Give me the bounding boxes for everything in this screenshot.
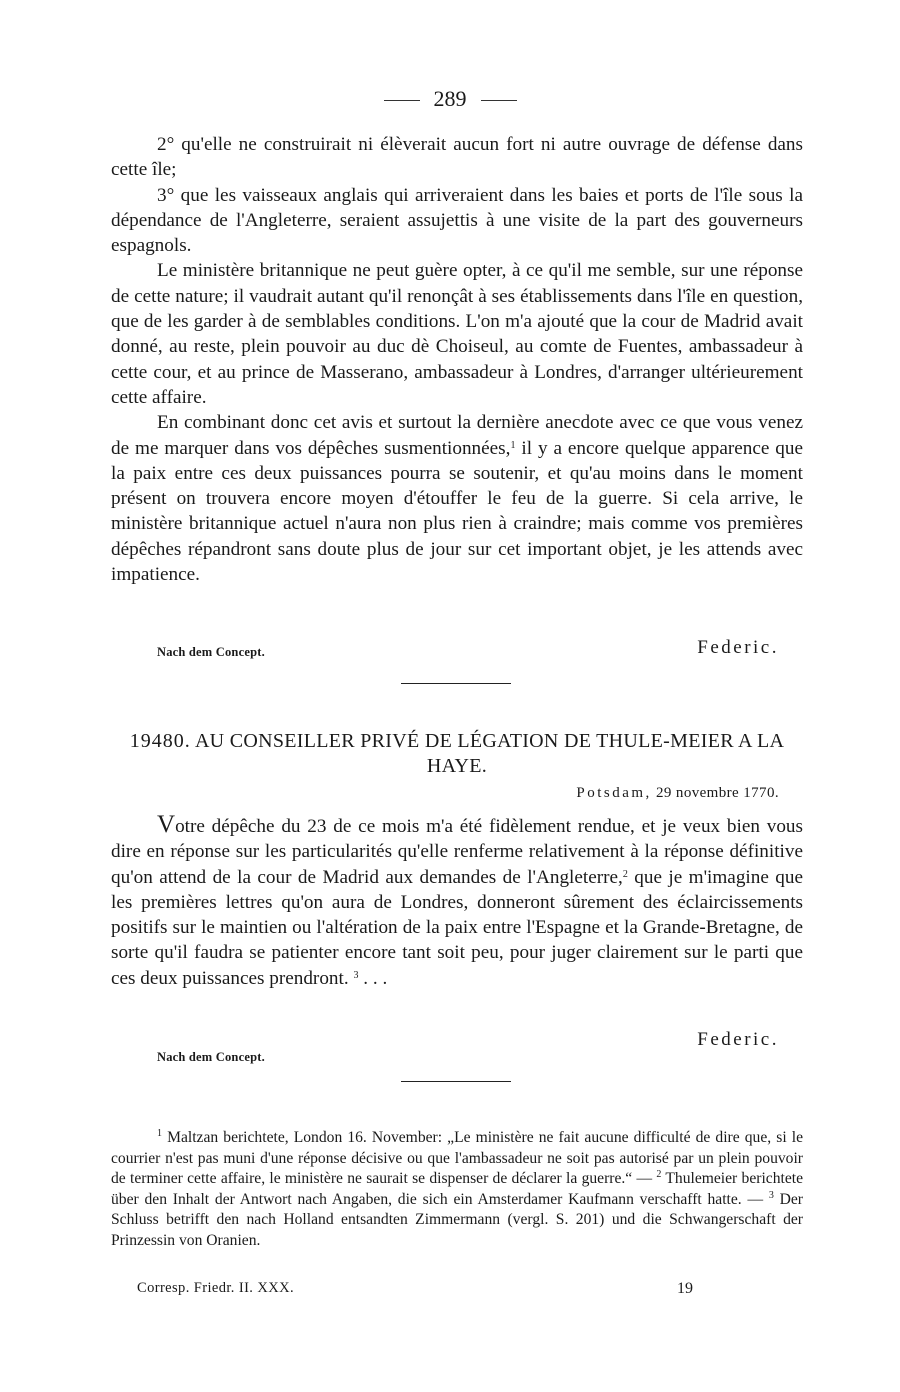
paragraph-combination-text-b: il y a encore quelque apparence que la paix entre ces deux puissances pourra se soutenir, et qu'au moins dans le moment présent on trouvera encore moyen d'étouffer le feu de la guerre. Si cela arrive, le ministère britannique actuel n'aura non plus rien à craindre; mais comme vos premières dépêches répandront sans doute plus de jour sur cet important objet, je les attends avec impatience. [111,437,803,586]
footnote-paragraph [111,1128,803,1252]
sheet-number: 19 [677,1280,693,1297]
page-number: 289 [433,86,467,111]
footnotes [111,1128,803,1252]
letter-title: AU CONSEILLER PRIVÉ DE LÉGATION DE THULE-MEIER A LA HAYE. [194,730,785,777]
footnote-ref-1: 1 [510,439,516,451]
paragraph-combination-text-a: En combinant donc cet avis et surtout la dernière anecdote avec ce que vous venez de me marquer dans vos dépêches susmentionnées, [111,412,803,459]
footnote-marker-1: 1 [157,1128,162,1139]
section-divider [401,683,511,684]
source-note-1: Nach dem Concept. [157,645,265,659]
series-title: Corresp. Friedr. II. XXX. [137,1280,294,1296]
footnote-2: Thulemeier berichtete über den Inhalt der Antwort nach Angaben, die sich ein Amsterdamer Kaufmann verschafft hatte. — [111,1170,803,1208]
paragraph-item-3: 3° que les vaisseaux anglais qui arriveraient dans les baies et ports de l'île sous la dépendance de l'Angleterre, seraient assujettis à une visite de la part des gouverneurs espagnols. [111,184,803,257]
letter-paragraph [111,812,803,991]
dateline-date: 29 novembre 1770. [655,785,779,801]
continued-letter-body [111,132,803,587]
initial-letter: V [157,811,176,838]
header-dash-right [481,100,517,101]
letter-text-a: otre dépêche du 23 de ce mois m'a été fidèlement rendue, et je veux bien vous dire en réponse sur les particularités qu'elle renferme relativement à la réponse définitive qu'on attend de la cour de Madrid aux demandes de l'Angleterre, [111,816,803,888]
footnote-marker-2: 2 [656,1169,662,1181]
source-note-2: Nach dem Concept. [157,1050,265,1064]
letter-text-b: que je m'imagine que les premières lettres qu'on aura de Londres, donneront sûrement des éclaircissements positifs sur le maintien ou l'altération de la paix entre l'Espagne et la Grande-Bretagne, de sorte qu'il faudra se patienter encore tant soit peu, pour juger clairement sur le parti que ces deux puissances prendront. [111,866,803,989]
footnote-divider [401,1081,511,1082]
letter-number: 19480. [129,730,191,752]
footnote-1: Maltzan berichtete, London 16. November: „Le ministère ne fait aucune difficulté de dire que, si le courrier n'est pas muni d'une réponse décisive ou que l'ambassadeur ne soit pas autorisé par un plein pouvoir de terminer cette affaire, le ministère ne saurait se dispenser de déclarer la guerre.“ — [111,1129,803,1188]
dateline [576,785,779,802]
dateline-place: Potsdam, [576,785,652,801]
paragraph-item-2: 2° qu'elle ne construirait ni élèverait aucun fort ni autre ouvrage de défense dans cette île; [111,134,803,181]
signature-1: Federic. [697,637,779,658]
footnote-ref-3: 3 [353,969,359,981]
letter-text-c: . . . [358,967,388,989]
paragraph-ministry: Le ministère britannique ne peut guère opter, à ce qu'il me semble, sur une réponse de cette nature; il vaudrait autant qu'il renonçât à ses établissements dans l'île en question, que de les garder à de semblables conditions. L'on m'a ajouté que la cour de Madrid avait donné, au reste, plein pouvoir au duc dè Choiseul, au comte de Fuentes, ambassadeur à cette cour, et au prince de Masserano, ambassadeur à Londres, d'arranger ultérieurement cette affaire. [111,260,803,408]
letter-body [111,812,803,991]
header-dash-left [384,100,420,101]
paragraph-combination [111,410,803,587]
footnote-marker-3: 3 [768,1189,774,1201]
letter-heading [111,729,803,779]
footnote-3: Der Schluss betrifft den nach Holland entsandten Zimmermann (vergl. S. 201) und die Schwangerschaft der Prinzessin von Oranien. [111,1190,803,1249]
signature-2: Federic. [697,1029,779,1050]
footnote-ref-2: 2 [622,868,628,880]
page-header [0,86,900,112]
